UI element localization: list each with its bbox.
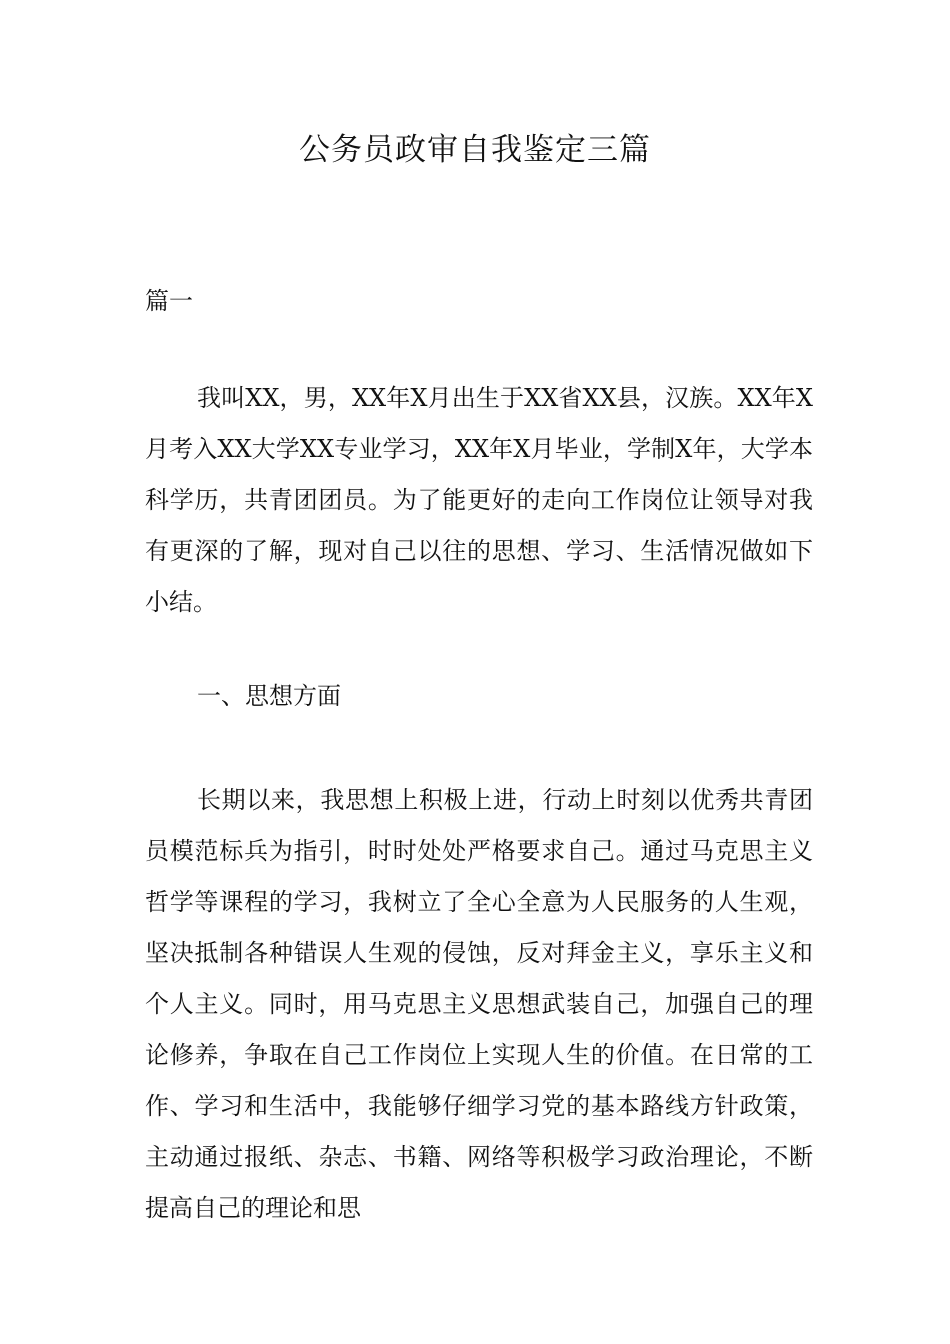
section-label: 篇一 [145, 287, 193, 315]
paragraph-thought: 长期以来，我思想上积极上进，行动上时刻以优秀共青团员模范标兵为指引，时时处处严格要求自己。通过马克思主义哲学等课程的学习，我树立了全心全意为人民服务的人生观，坚决抵制各种错误人生观的侵蚀，反对拜金主义，享乐主义和个人主义。同时，用马克思主义思想武装自己，加强自己的理论修养，争取在自己工作岗位上实现人生的价值。在日常的工作、学习和生活中，我能够仔细学习党的基本路线方针政策，主动通过报纸、杂志、书籍、网络等积极学习政治理论，不断提高自己的理论和思 [145, 786, 813, 1222]
heading-thought: 一、思想方面 [197, 682, 341, 710]
paragraph-intro: 我叫XX，男，XX年X月出生于XX省XX县，汉族。XX年X月考入XX大学XX专业学习，XX年X月毕业，学制X年，大学本科学历，共青团团员。为了能更好的走向工作岗位让领导对我有更深的了解，现对自己以往的思想、学习、生活情况做如下小结。 [145, 384, 813, 616]
document-title: 公务员政审自我鉴定三篇 [299, 132, 651, 168]
